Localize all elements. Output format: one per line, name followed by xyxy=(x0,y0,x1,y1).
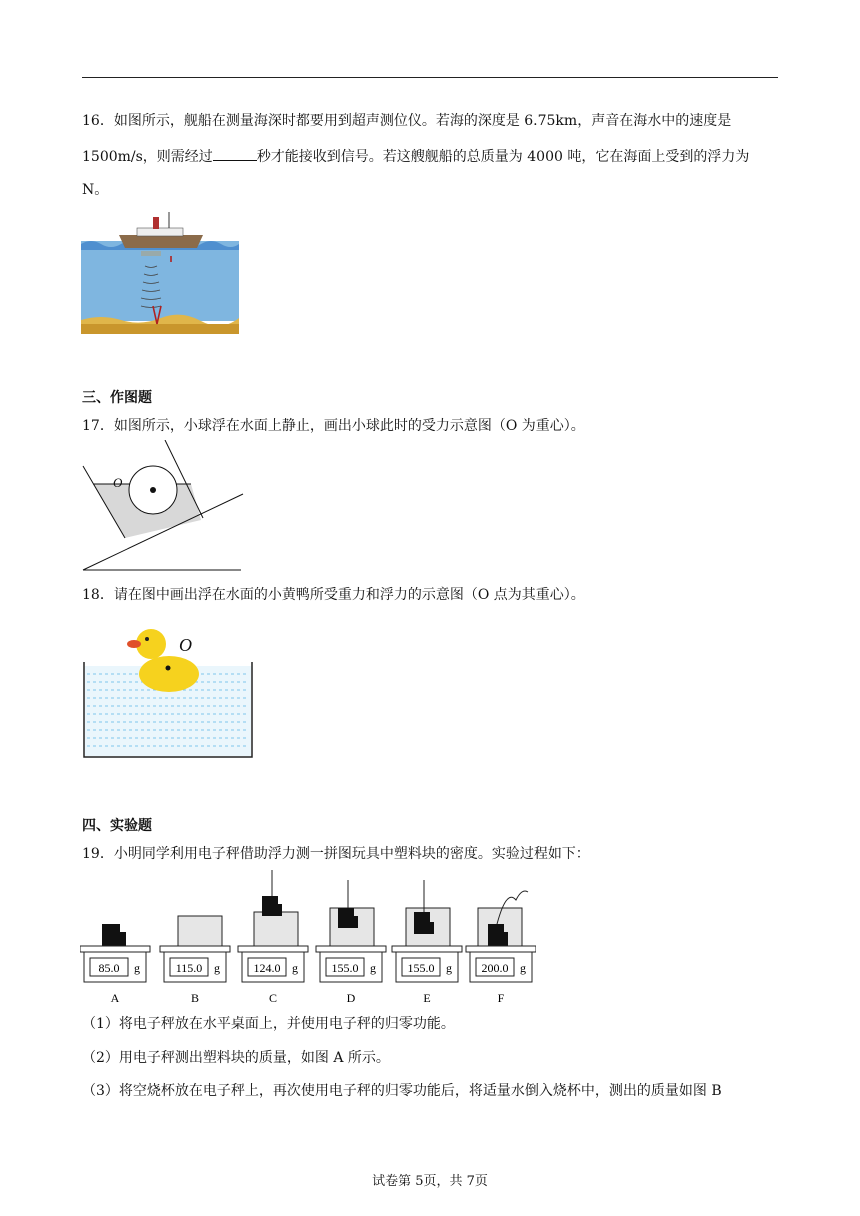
duck-in-water-figure xyxy=(81,618,255,760)
scale-letter: D xyxy=(346,991,356,1005)
q19-step-2: （2）用电子秤测出塑料块的质量，如图 A 所示。 xyxy=(82,1050,390,1066)
scale-d xyxy=(316,880,386,1005)
scale-letter: A xyxy=(110,991,120,1005)
q16-line3: N。 xyxy=(82,182,109,198)
label-o: O xyxy=(113,475,123,490)
q16-line1: 16．如图所示，舰船在测量海深时都要用到超声测位仪。若海的深度是 6.75km，声音在海水中的速度是 xyxy=(82,113,732,129)
scale-reading: 115.0 xyxy=(175,961,203,975)
q16-line2-start: 1500m/s，则需经过 xyxy=(82,149,213,165)
scale-unit: g xyxy=(134,961,140,975)
scale-reading: 85.0 xyxy=(98,961,120,975)
q16-line2 xyxy=(82,146,749,167)
q19-step-1: （1）将电子秤放在水平桌面上，并使用电子秤的归零功能。 xyxy=(82,1016,455,1032)
scale-f xyxy=(466,891,536,1005)
scale-b xyxy=(160,916,230,1005)
scale-reading: 200.0 xyxy=(481,961,509,975)
scale-unit: g xyxy=(292,961,298,975)
scale-c xyxy=(238,870,308,1005)
scale-e xyxy=(392,880,462,1005)
q17-text: 17．如图所示，小球浮在水面上静止，画出小球此时的受力示意图（O 为重心）。 xyxy=(82,418,585,434)
scale-letter: B xyxy=(190,991,200,1005)
scale-unit: g xyxy=(214,961,220,975)
scale-a xyxy=(80,924,150,1005)
q16-line2-end: 秒才能接收到信号。若这艘舰船的总质量为 4000 吨，它在海面上受到的浮力为 xyxy=(256,149,750,165)
ship-sonar-figure xyxy=(81,208,239,334)
scale-reading: 155.0 xyxy=(331,961,359,975)
scale-unit: g xyxy=(520,961,526,975)
q18-text: 18．请在图中画出浮在水面的小黄鸭所受重力和浮力的示意图（O 点为其重心）。 xyxy=(82,587,585,603)
ball-on-incline-figure xyxy=(81,440,247,574)
scales-figure xyxy=(80,868,536,1008)
scale-letter: C xyxy=(268,991,278,1005)
scale-reading: 155.0 xyxy=(407,961,435,975)
q19-text: 19．小明同学利用电子秤借助浮力测一拼图玩具中塑料块的密度。实验过程如下： xyxy=(82,846,590,862)
section-title-experiment: 四、实验题 xyxy=(82,818,152,834)
answer-blank[interactable] xyxy=(213,146,257,161)
header-rule xyxy=(82,77,778,78)
scale-letter: E xyxy=(423,991,431,1005)
q19-step-3: （3）将空烧杯放在电子秤上，再次使用电子秤的归零功能后，将适量水倒入烧杯中，测出的质量如图 B xyxy=(82,1083,722,1099)
section-title-drawing: 三、作图题 xyxy=(82,390,152,406)
scale-unit: g xyxy=(446,961,452,975)
scale-unit: g xyxy=(370,961,376,975)
scale-reading: 124.0 xyxy=(253,961,281,975)
scale-letter: F xyxy=(497,991,505,1005)
label-o: O xyxy=(179,635,192,655)
page-footer: 试卷第 5页，共 7页 xyxy=(372,1174,488,1189)
